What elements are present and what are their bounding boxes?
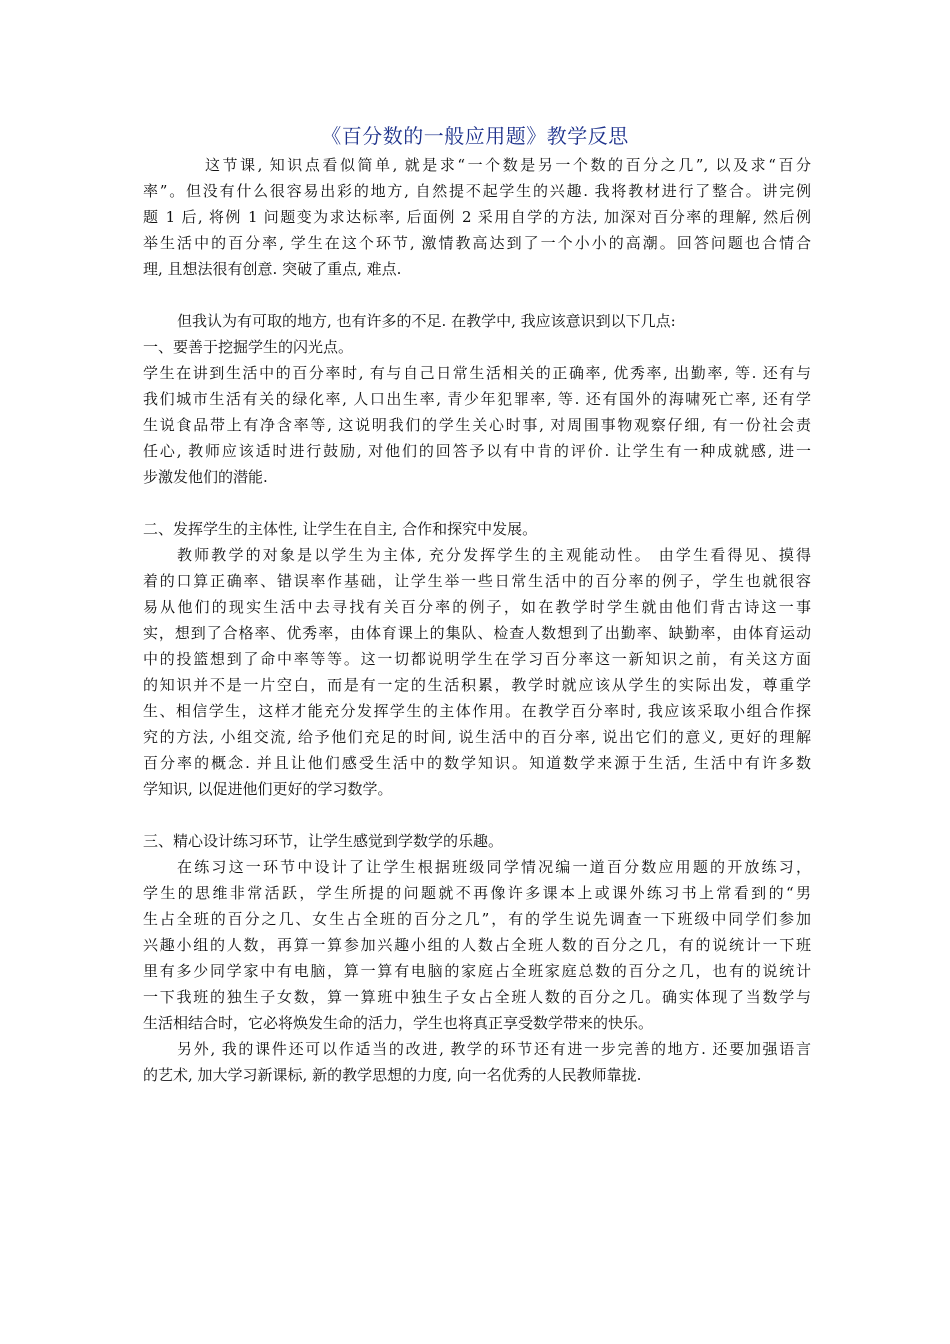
section-heading: 二、发挥学生的主体性, 让学生在自主, 合作和探究中发展。 (143, 520, 538, 538)
text-line: 生活相结合时，它必将焕发生命的活力，学生也将真正享受数学带来的快乐。 (143, 1014, 654, 1032)
text-line: 任心, 教师应该适时进行鼓励, 对他们的回答予以有中肯的评价. 让学生有一种成就感, 进一 (143, 442, 811, 460)
text-line: 举生活中的百分率, 学生在这个环节, 激情教高达到了一个小小的高潮。回答问题也合情合 (143, 234, 811, 252)
document-title: 《百分数的一般应用题》教学反思 (321, 124, 629, 148)
text-line: 里有多少同学家中有电脑，算一算有电脑的家庭占全班家庭总数的百分之几，也有的说统计 (143, 962, 811, 980)
text-line: 教师教学的对象是以学生为主体, 充分发挥学生的主观能动性。 由学生看得见、摸得 (177, 546, 811, 564)
text-line: 学生的思维非常活跃，学生所提的问题就不再像许多课本上或课外练习书上常看到的“男 (143, 884, 811, 902)
section-heading: 一、要善于挖掘学生的闪光点。 (143, 338, 354, 356)
text-line: 我们城市生活有关的绿化率, 人口出生率, 青少年犯罪率, 等. 还有国外的海啸死亡率, 还有学 (143, 390, 811, 408)
text-line: 这节课, 知识点看似简单, 就是求“一个数是另一个数的百分之几”, 以及求“百分 (205, 156, 811, 174)
text-line: 步激发他们的潜能. (143, 468, 268, 486)
text-line: 率”。但没有什么很容易出彩的地方, 自然提不起学生的兴趣. 我将教材进行了整合。讲完例 (143, 182, 811, 200)
text-line: 一下我班的独生子女数，算一算班中独生子女占全班人数的百分之几。确实体现了当数学与 (143, 988, 811, 1006)
text-line: 题 1 后, 将例 1 问题变为求达标率, 后面例 2 采用自学的方法, 加深对百分率的理解, 然后例 (143, 208, 811, 226)
text-line: 但我认为有可取的地方, 也有许多的不足. 在教学中, 我应该意识到以下几点: (177, 312, 676, 330)
text-line: 生、相信学生，这样才能充分发挥学生的主体作用。在教学百分率时, 我应该采取小组合作探 (143, 702, 811, 720)
text-line: 的艺术, 加大学习新课标, 新的教学思想的力度, 向一名优秀的人民教师靠拢. (143, 1066, 642, 1084)
text-line: 中的投篮想到了命中率等等。这一切都说明学生在学习百分率这一新知识之前，有关这方面 (143, 650, 811, 668)
document-body (143, 152, 811, 1088)
text-line: 兴趣小组的人数，再算一算参加兴趣小组的人数占全班人数的百分之几，有的说统计一下班 (143, 936, 811, 954)
text-line: 学生在讲到生活中的百分率时, 有与自己日常生活相关的正确率, 优秀率, 出勤率, 等. 还有与 (143, 364, 811, 382)
text-line: 生占全班的百分之几、女生占全班的百分之几”，有的学生说先调查一下班级中同学们参加 (143, 910, 811, 928)
text-line: 实，想到了合格率、优秀率，由体育课上的集队、检查人数想到了出勤率、缺勤率，由体育运动 (143, 624, 811, 642)
text-line: 百分率的概念. 并且让他们感受生活中的数学知识。知道数学来源于生活, 生活中有许多数 (143, 754, 811, 772)
text-line: 着的口算正确率、错误率作基础，让学生举一些日常生活中的百分率的例子，学生也就很容 (143, 572, 811, 590)
paragraph-gap (143, 282, 811, 308)
text-line: 究的方法, 小组交流, 给予他们充足的时间, 说生活中的百分率, 说出它们的意义, 更好的理解 (143, 728, 811, 746)
paragraph-gap (143, 490, 811, 516)
section-heading: 三、精心设计练习环节，让学生感觉到学数学的乐趣。 (143, 832, 504, 850)
text-line: 理, 且想法很有创意. 突破了重点, 难点. (143, 260, 402, 278)
text-line: 在练习这一环节中设计了让学生根据班级同学情况编一道百分数应用题的开放练习， (177, 858, 811, 876)
paragraph-gap (143, 802, 811, 828)
text-line: 的知识并不是一片空白，而是有一定的生活积累，教学时就应该从学生的实际出发，尊重学 (143, 676, 811, 694)
text-line: 另外, 我的课件还可以作适当的改进, 教学的环节还有进一步完善的地方. 还要加强语言 (177, 1040, 811, 1058)
text-line: 易从他们的现实生活中去寻找有关百分率的例子，如在教学时学生就由他们背古诗这一事 (143, 598, 811, 616)
text-line: 生说食品带上有净含率等, 这说明我们的学生关心时事, 对周围事物观察仔细, 有一份社会责 (143, 416, 811, 434)
text-line: 学知识, 以促进他们更好的学习数学。 (143, 780, 393, 798)
